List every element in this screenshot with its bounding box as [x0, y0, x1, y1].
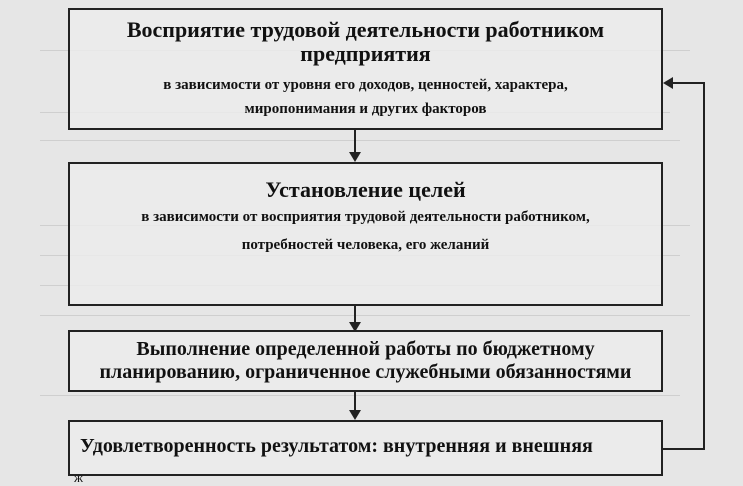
goal-setting-sub-line2: потребностей человека, его желаний	[241, 237, 490, 253]
perception-title-line1: Восприятие трудовой деятельности работником	[126, 17, 605, 42]
footer-fragment: ж	[74, 470, 83, 485]
work-execution-box	[68, 330, 663, 392]
perception-sub-line1: в зависимости от уровня его доходов, ценностей, характера,	[163, 77, 568, 93]
arrow-left-icon	[663, 77, 673, 89]
arrow-down-icon	[349, 152, 361, 162]
work-execution-title-line2: планированию, ограниченное служебными обязанностями	[99, 361, 632, 383]
perception-box	[68, 8, 663, 130]
satisfaction-box	[68, 420, 663, 476]
feedback-line-bottom	[663, 448, 705, 450]
feedback-line-top	[672, 82, 705, 84]
perception-title-line2: предприятия	[300, 41, 431, 66]
feedback-line-vertical	[703, 82, 705, 450]
arrow-down-icon	[349, 410, 361, 420]
goal-setting-box	[68, 162, 663, 306]
perception-sub-line2: миропонимания и других факторов	[244, 101, 487, 117]
satisfaction-title: Удовлетворенность результатом: внутренняя и внешняя	[80, 435, 593, 457]
work-execution-title-line1: Выполнение определенной работы по бюджетному	[136, 338, 595, 360]
goal-setting-sub-line1: в зависимости от восприятия трудовой деятельности работником,	[141, 209, 590, 225]
goal-setting-title: Установление целей	[265, 177, 466, 202]
